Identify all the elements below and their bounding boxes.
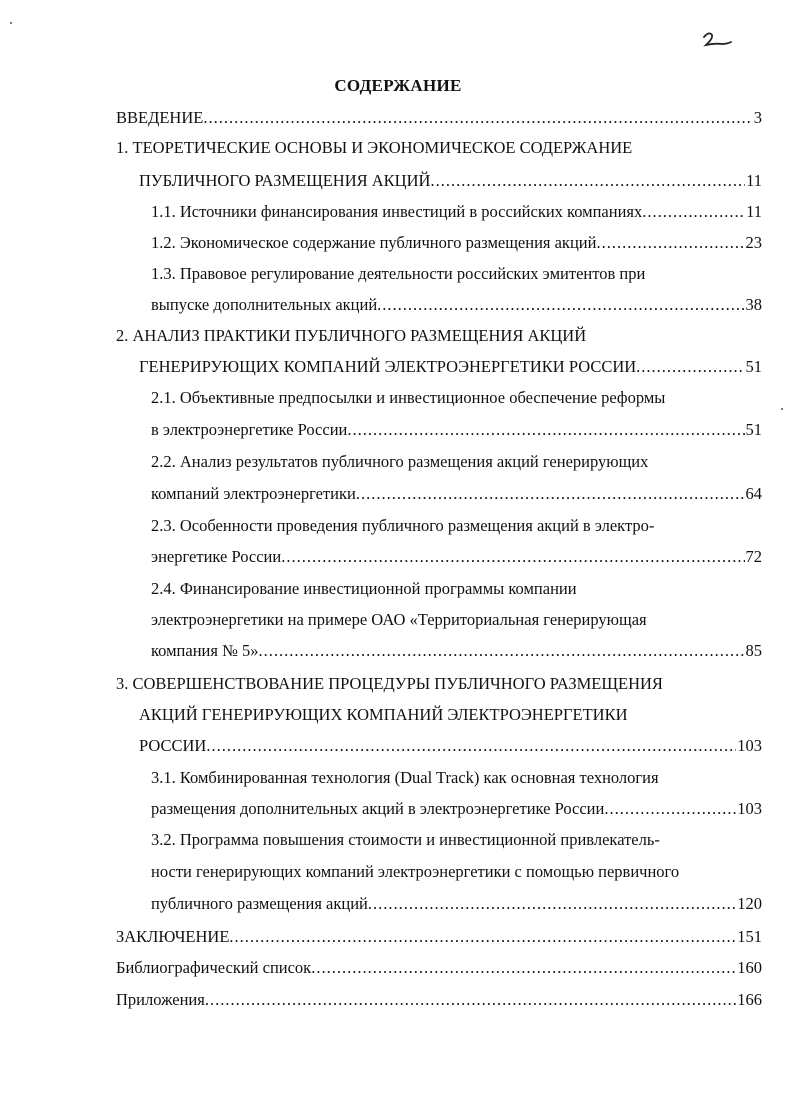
entry-text: АКЦИЙ ГЕНЕРИРУЮЩИХ КОМПАНИЙ ЭЛЕКТРОЭНЕРГЕТИКИ [139,705,628,724]
entry-text: энергетике России [151,547,282,566]
toc-entry-2-4-cont[interactable] [151,608,647,632]
entry-page: 23 [745,233,762,252]
entry-text: 3. СОВЕРШЕНСТВОВАНИЕ ПРОЦЕДУРЫ ПУБЛИЧНОГО РАЗМЕЩЕНИЯ [116,674,663,693]
entry-page: 85 [745,641,762,660]
entry-text: компаний электроэнергетики [151,484,356,503]
toc-entry-3-1[interactable] [151,766,659,790]
entry-text: электроэнергетики на примере ОАО «Территориальная генерирующая [151,610,647,629]
entry-page: 103 [737,736,762,755]
entry-text: 1.3. Правовое регулирование деятельности российских эмитентов при [151,264,646,283]
toc-entry-bibliography[interactable] [116,956,762,980]
toc-entry-3-1-cont[interactable] [151,797,762,821]
toc-entry-chapter-1-cont[interactable] [139,169,762,193]
entry-text: ности генерирующих компаний электроэнергетики с помощью первичного [151,862,680,881]
entry-text: выпуске дополнительных акций [151,295,378,314]
entry-text: 2. АНАЛИЗ ПРАКТИКИ ПУБЛИЧНОГО РАЗМЕЩЕНИЯ АКЦИЙ [116,326,587,345]
entry-text: ГЕНЕРИРУЮЩИХ КОМПАНИЙ ЭЛЕКТРОЭНЕРГЕТИКИ РОССИИ [139,357,637,376]
entry-text: компания № 5» [151,641,259,660]
entry-page: 103 [737,799,762,818]
entry-text: 3.2. Программа повышения стоимости и инвестиционной привлекатель- [151,830,660,849]
entry-page: 11 [746,171,762,190]
toc-entry-chapter-3-cont[interactable] [139,703,628,727]
entry-page: 11 [746,202,762,221]
toc-entry-1-2[interactable] [151,231,762,255]
entry-text: 1. ТЕОРЕТИЧЕСКИЕ ОСНОВЫ И ЭКОНОМИЧЕСКОЕ СОДЕРЖАНИЕ [116,138,633,157]
entry-page: 64 [745,484,762,503]
entry-text: 2.3. Особенности проведения публичного размещения акций в электро- [151,516,655,535]
toc-entry-chapter-2[interactable] [116,324,586,348]
entry-text: публичного размещения акций [151,894,368,913]
entry-text: 1.1. Источники финансирования инвестиций в российских компаниях [151,202,643,221]
toc-entry-chapter-1[interactable] [116,136,632,160]
entry-page: 72 [745,547,762,566]
toc-entry-chapter-3[interactable] [116,672,663,696]
toc-entry-2-3-cont[interactable] [151,545,762,569]
entry-text: ВВЕДЕНИЕ [116,108,204,127]
toc-entry-2-1[interactable] [151,386,665,410]
scan-speck [10,22,12,24]
toc-entry-intro[interactable] [116,106,762,130]
entry-text: Библиографический список [116,958,312,977]
toc-entry-1-3[interactable] [151,262,645,286]
toc-entry-2-2-cont[interactable] [151,482,762,506]
entry-text: 2.4. Финансирование инвестиционной программы компании [151,579,577,598]
toc-entry-2-4-cont2[interactable] [151,639,762,663]
toc-entry-3-2-cont[interactable] [151,860,679,884]
toc-entry-1-1[interactable] [151,200,762,224]
toc-entry-chapter-2-cont[interactable] [139,355,762,379]
scan-speck [781,408,783,410]
entry-text: в электроэнергетике России [151,420,348,439]
toc-entry-2-3[interactable] [151,514,654,538]
entry-page: 3 [753,108,762,127]
toc-entry-3-2-cont2[interactable] [151,892,762,916]
toc-entry-2-1-cont[interactable] [151,418,762,442]
toc-entry-1-3-cont[interactable] [151,293,762,317]
entry-text: 3.1. Комбинированная технология (Dual Track) как основная технология [151,768,659,787]
entry-page: 38 [745,295,762,314]
entry-text: ЗАКЛЮЧЕНИЕ [116,927,230,946]
entry-page: 51 [745,357,762,376]
toc-title: СОДЕРЖАНИЕ [334,76,462,95]
entry-text: 2.1. Объективные предпосылки и инвестиционное обеспечение реформы [151,388,666,407]
entry-page: 51 [745,420,762,439]
entry-text: ПУБЛИЧНОГО РАЗМЕЩЕНИЯ АКЦИЙ [139,171,431,190]
entry-page: 151 [737,927,762,946]
toc-entry-conclusion[interactable] [116,925,762,949]
toc-entry-chapter-3-cont2[interactable] [139,734,762,758]
toc-entry-appendices[interactable] [116,988,762,1012]
toc-entry-2-2[interactable] [151,450,648,474]
entry-text: РОССИИ [139,736,207,755]
entry-page: 120 [737,894,762,913]
entry-text: размещения дополнительных акций в электроэнергетике России [151,799,605,818]
toc-entry-3-2[interactable] [151,828,660,852]
entry-text: 2.2. Анализ результатов публичного размещения акций генерирующих [151,452,649,471]
entry-page: 166 [737,990,762,1009]
entry-page: 160 [737,958,762,977]
entry-text: Приложения [116,990,205,1009]
entry-text: 1.2. Экономическое содержание публичного размещения акций [151,233,597,252]
toc-entry-2-4[interactable] [151,577,577,601]
